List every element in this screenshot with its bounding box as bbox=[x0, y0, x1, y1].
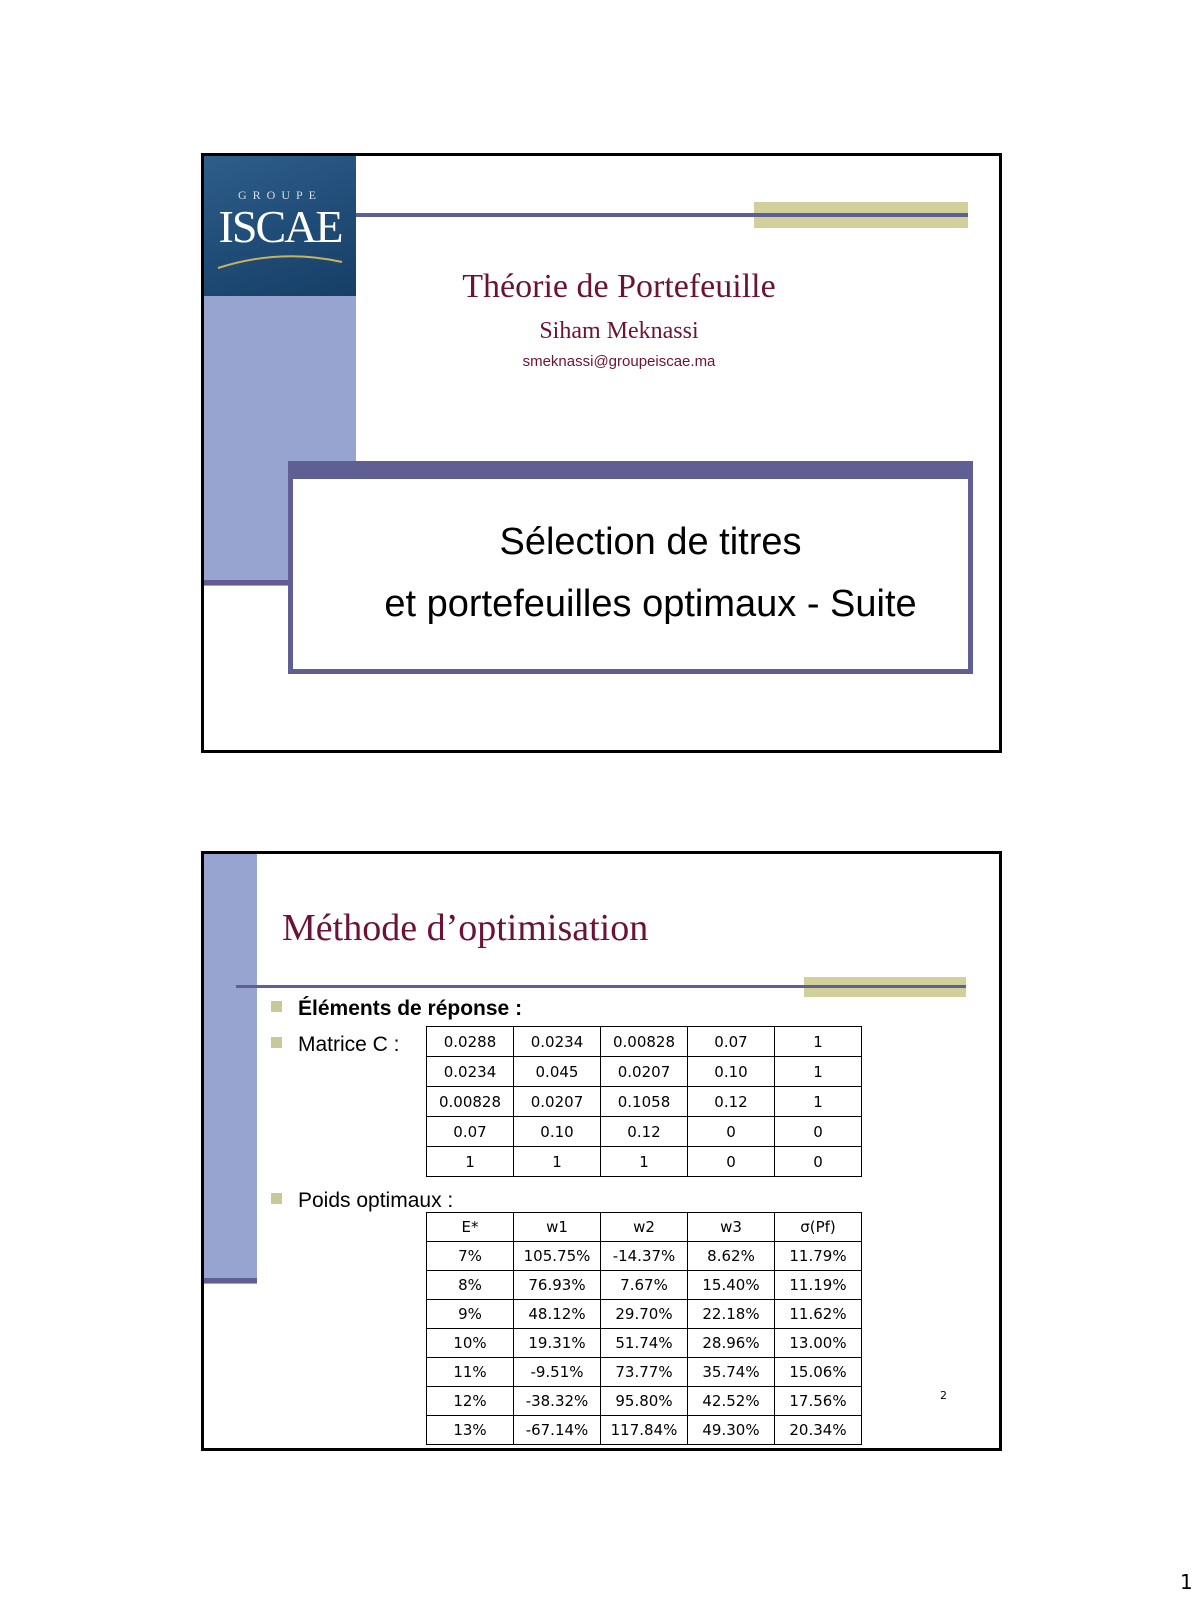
table-cell: 105.75% bbox=[514, 1242, 601, 1271]
table-cell: -14.37% bbox=[601, 1242, 688, 1271]
table-cell: 0.12 bbox=[688, 1087, 775, 1117]
table-cell: 95.80% bbox=[601, 1387, 688, 1416]
matrix-c-table bbox=[426, 1026, 862, 1177]
table-row bbox=[427, 1027, 862, 1057]
table-header-row bbox=[427, 1213, 862, 1242]
table-cell: 1 bbox=[601, 1147, 688, 1177]
table-cell: 1 bbox=[514, 1147, 601, 1177]
sidebar-divider bbox=[204, 1278, 257, 1283]
table-cell: 117.84% bbox=[601, 1416, 688, 1445]
table-cell: 0.00828 bbox=[427, 1087, 514, 1117]
table-header-cell: E* bbox=[427, 1213, 514, 1242]
table-cell: 29.70% bbox=[601, 1300, 688, 1329]
table-cell: 12% bbox=[427, 1387, 514, 1416]
table-cell: 76.93% bbox=[514, 1271, 601, 1300]
table-cell: 35.74% bbox=[688, 1358, 775, 1387]
table-row bbox=[427, 1087, 862, 1117]
logo-iscae-text: ISCAE bbox=[218, 201, 342, 252]
table-cell: 48.12% bbox=[514, 1300, 601, 1329]
table-cell: 0.0288 bbox=[427, 1027, 514, 1057]
bullet-square-icon bbox=[271, 1193, 282, 1204]
bullet-poids-optimaux: Poids optimaux : bbox=[271, 1189, 453, 1213]
table-cell: 0.07 bbox=[688, 1027, 775, 1057]
table-cell: 73.77% bbox=[601, 1358, 688, 1387]
presentation-title: Théorie de Portefeuille bbox=[462, 268, 776, 305]
table-cell: 8.62% bbox=[688, 1242, 775, 1271]
table-cell: 0 bbox=[688, 1147, 775, 1177]
table-cell: 8% bbox=[427, 1271, 514, 1300]
table-cell: 0.07 bbox=[427, 1117, 514, 1147]
table-cell: 0.12 bbox=[601, 1117, 688, 1147]
optimal-weights-table bbox=[426, 1212, 862, 1445]
author-name: Siham Meknassi bbox=[539, 318, 699, 344]
table-cell: 0.10 bbox=[514, 1117, 601, 1147]
table-row bbox=[427, 1117, 862, 1147]
subtitle-line-1: Sélection de titres bbox=[499, 521, 802, 563]
table-row bbox=[427, 1147, 862, 1177]
table-cell: 0.0234 bbox=[427, 1057, 514, 1087]
table-cell: -9.51% bbox=[514, 1358, 601, 1387]
table-cell: 0.1058 bbox=[601, 1087, 688, 1117]
header-accent-line bbox=[754, 213, 968, 217]
table-header-cell: w2 bbox=[601, 1213, 688, 1242]
table-cell: 10% bbox=[427, 1329, 514, 1358]
subtitle-line-2: et portefeuilles optimaux - Suite bbox=[384, 583, 917, 625]
slide-number: 2 bbox=[940, 1389, 947, 1402]
table-cell: 0.0207 bbox=[514, 1087, 601, 1117]
table-cell: 0 bbox=[775, 1117, 862, 1147]
table-row bbox=[427, 1329, 862, 1358]
slide-title: Méthode d’optimisation bbox=[282, 907, 649, 949]
table-cell: 13% bbox=[427, 1416, 514, 1445]
table-cell: 0 bbox=[775, 1147, 862, 1177]
table-cell: 51.74% bbox=[601, 1329, 688, 1358]
table-row bbox=[427, 1300, 862, 1329]
subtitle-box bbox=[288, 461, 973, 674]
logo-groupe-text: GROUPE bbox=[237, 188, 322, 202]
table-cell: 1 bbox=[775, 1087, 862, 1117]
table-cell: 0.0234 bbox=[514, 1027, 601, 1057]
table-header-cell: σ(Pf) bbox=[775, 1213, 862, 1242]
table-cell: 13.00% bbox=[775, 1329, 862, 1358]
table-cell: 11.19% bbox=[775, 1271, 862, 1300]
author-email: smeknassi@groupeiscae.ma bbox=[522, 353, 716, 370]
table-cell: 17.56% bbox=[775, 1387, 862, 1416]
sidebar-divider bbox=[204, 580, 294, 585]
table-cell: 11.62% bbox=[775, 1300, 862, 1329]
table-row bbox=[427, 1358, 862, 1387]
iscae-logo bbox=[204, 156, 356, 296]
table-cell: 9% bbox=[427, 1300, 514, 1329]
table-cell: 0.10 bbox=[688, 1057, 775, 1087]
table-cell: 0.00828 bbox=[601, 1027, 688, 1057]
table-cell: 0.0207 bbox=[601, 1057, 688, 1087]
table-header-cell: w3 bbox=[688, 1213, 775, 1242]
bullet-elements-reponse: Éléments de réponse : bbox=[271, 997, 522, 1021]
bullet-square-icon bbox=[271, 1037, 282, 1048]
table-row bbox=[427, 1057, 862, 1087]
table-header-cell: w1 bbox=[514, 1213, 601, 1242]
table-cell: 7% bbox=[427, 1242, 514, 1271]
page-number: 1 bbox=[1180, 1570, 1193, 1594]
table-cell: 20.34% bbox=[775, 1416, 862, 1445]
table-cell: 0 bbox=[688, 1117, 775, 1147]
table-cell: 11% bbox=[427, 1358, 514, 1387]
table-cell: 0.045 bbox=[514, 1057, 601, 1087]
subtitle bbox=[293, 511, 968, 635]
table-cell: 1 bbox=[427, 1147, 514, 1177]
table-cell: 11.79% bbox=[775, 1242, 862, 1271]
table-cell: 1 bbox=[775, 1057, 862, 1087]
table-cell: -67.14% bbox=[514, 1416, 601, 1445]
table-cell: 49.30% bbox=[688, 1416, 775, 1445]
table-cell: 19.31% bbox=[514, 1329, 601, 1358]
title-slide bbox=[201, 153, 1002, 753]
table-cell: 15.40% bbox=[688, 1271, 775, 1300]
table-cell: 15.06% bbox=[775, 1358, 862, 1387]
title-accent-line bbox=[804, 985, 966, 988]
table-cell: 7.67% bbox=[601, 1271, 688, 1300]
logo-swoosh-icon bbox=[216, 252, 344, 272]
sidebar-band bbox=[204, 854, 257, 1284]
bullet-matrice-c: Matrice C : bbox=[271, 1033, 400, 1057]
table-cell: 22.18% bbox=[688, 1300, 775, 1329]
table-row bbox=[427, 1242, 862, 1271]
bullet-square-icon bbox=[271, 1001, 282, 1012]
table-row bbox=[427, 1416, 862, 1445]
table-row bbox=[427, 1387, 862, 1416]
table-cell: -38.32% bbox=[514, 1387, 601, 1416]
table-cell: 42.52% bbox=[688, 1387, 775, 1416]
table-cell: 1 bbox=[775, 1027, 862, 1057]
table-row bbox=[427, 1271, 862, 1300]
optimization-slide bbox=[201, 851, 1002, 1451]
table-cell: 28.96% bbox=[688, 1329, 775, 1358]
